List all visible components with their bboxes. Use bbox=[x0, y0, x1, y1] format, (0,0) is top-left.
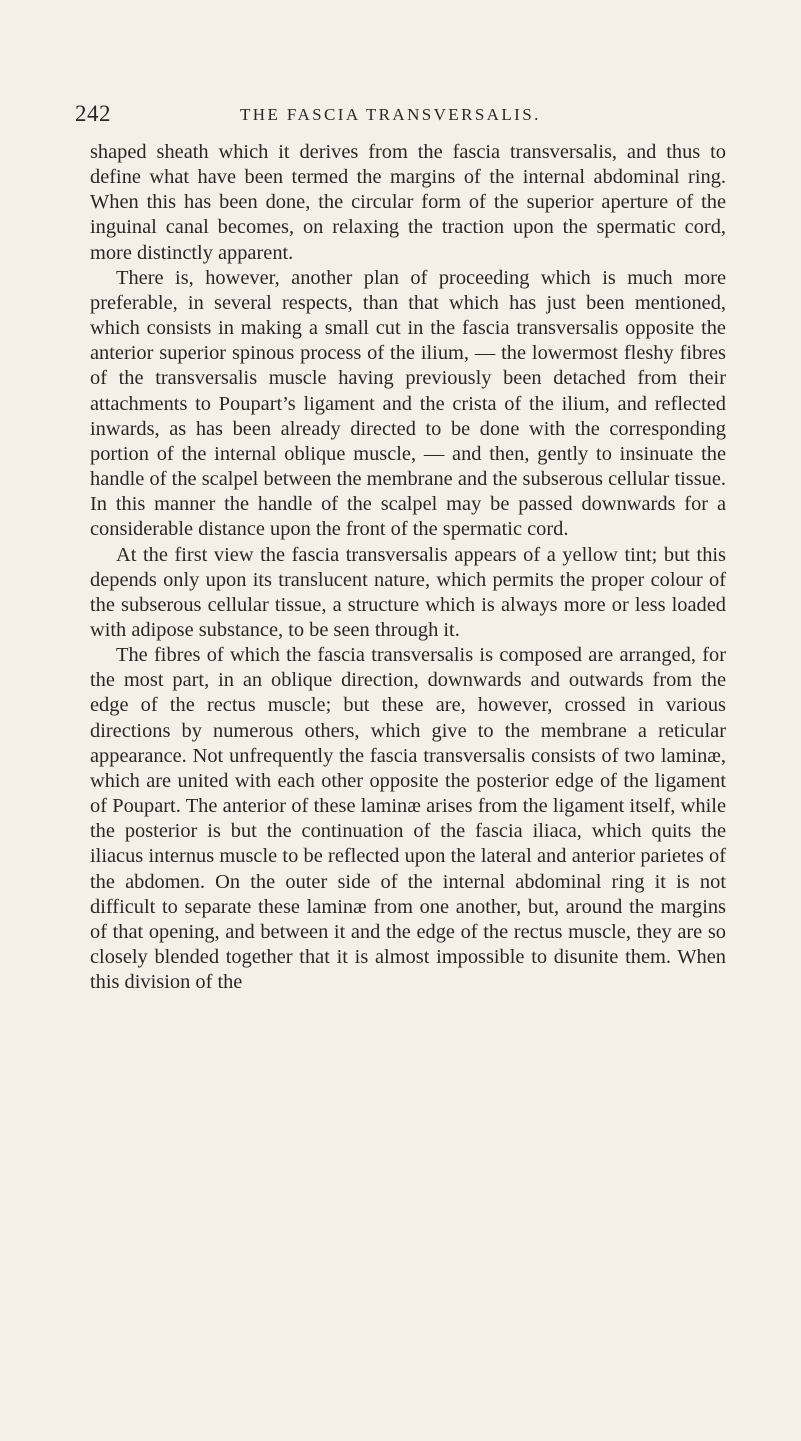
running-title: THE FASCIA TRANSVERSALIS. bbox=[240, 105, 541, 124]
body-text bbox=[90, 140, 726, 995]
paragraph: The fibres of which the fascia transversalis is composed are arranged, for the most part, in an oblique direction, downwards and outwards from the edge of the rectus muscle; but these are, however, crossed in various directions by numerous others, which give to the membrane a reticular appearance. Not unfrequently the fascia transversalis consists of two laminæ, which are united with each other opposite the posterior edge of the ligament of Poupart. The anterior of these laminæ arises from the ligament itself, while the posterior is but the continuation of the fascia iliaca, which quits the iliacus internus muscle to be reflected upon the lateral and anterior parietes of the abdomen. On the outer side of the internal abdominal ring it is not difficult to separate these laminæ from one another, but, around the margins of that opening, and between it and the edge of the rectus muscle, they are so closely blended together that it is almost impossible to disunite them. When this division of the bbox=[90, 644, 726, 994]
paragraph: At the first view the fascia transversalis appears of a yellow tint; but this depends only upon its translucent nature, which permits the proper colour of the subserous cellular tissue, a structure which is always more or less loaded with adipose substance, to be seen through it. bbox=[90, 543, 726, 641]
paragraph: shaped sheath which it derives from the fascia transversalis, and thus to define what have been termed the margins of the internal abdominal ring. When this has been done, the circular form of the superior aperture of the inguinal canal becomes, on relaxing the traction upon the spermatic cord, more distinctly apparent. bbox=[90, 141, 726, 264]
paragraph: There is, however, another plan of proceeding which is much more preferable, in several respects, than that which has just been mentioned, which consists in making a small cut in the fascia transversalis opposite the anterior superior spinous process of the ilium, — the lowermost fleshy fibres of the transversalis muscle having previously been detached from their attachments to Poupart’s ligament and the crista of the ilium, and reflected inwards, as has been already directed to be done with the corresponding portion of the internal oblique muscle, — and then, gently to insinuate the handle of the scalpel between the membrane and the subserous cellular tissue. In this manner the handle of the scalpel may be passed downwards for a considerable distance upon the front of the spermatic cord. bbox=[90, 266, 726, 541]
page-number: 242 bbox=[75, 101, 111, 126]
